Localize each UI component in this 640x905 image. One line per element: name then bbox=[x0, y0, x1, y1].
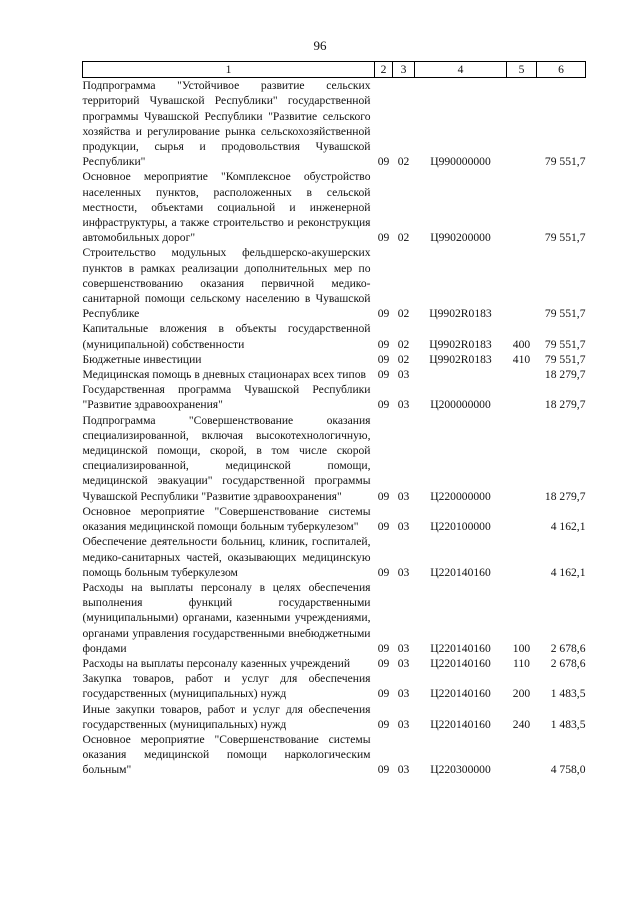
row-subsection-code: 02 bbox=[397, 307, 410, 321]
row-description: Строительство модульных фельдшерско-акушерских пунктов в рамках реализации дополнительных мер по совершенствованию оказания первичной медико-санитарной помощи сельскому населению в Чувашской Республике bbox=[82, 246, 371, 321]
row-section-code: 09 bbox=[377, 489, 390, 503]
row-section-code: 09 bbox=[377, 231, 390, 245]
row-subsection-code: 03 bbox=[397, 520, 410, 534]
row-section-code: 09 bbox=[377, 368, 390, 382]
row-amount: 1 483,5 bbox=[550, 687, 586, 701]
row-amount: 1 483,5 bbox=[550, 717, 586, 731]
table-row bbox=[83, 504, 586, 534]
row-section-code: 09 bbox=[377, 641, 390, 655]
table-row bbox=[83, 352, 586, 367]
col-header-1: 1 bbox=[83, 62, 375, 78]
row-subsection-code: 03 bbox=[397, 687, 410, 701]
row-expense-type-code bbox=[507, 382, 537, 412]
table-row bbox=[83, 732, 586, 778]
row-section-code: 09 bbox=[377, 307, 390, 321]
row-amount: 4 162,1 bbox=[550, 520, 586, 534]
row-description: Основное мероприятие "Комплексное обустройство населенных пунктов, расположенных в сельской местности, объектами социальной и инженерной инфраструктуры, а также строительство и реконструкция автомобильных дорог" bbox=[82, 170, 371, 245]
row-description: Бюджетные инвестиции bbox=[82, 352, 202, 366]
row-subsection-code: 03 bbox=[397, 717, 410, 731]
row-target-article-code: Ц9902R0183 bbox=[429, 337, 492, 351]
row-description: Подпрограмма "Устойчивое развитие сельских территорий Чувашской Республики" государственной программы Чувашской Республики "Развитие сельского хозяйства и регулирование рынка сельскохозяйственной продукции, сырья и продовольствия Чувашской Республики" bbox=[82, 79, 371, 169]
row-target-article-code: Ц220140160 bbox=[430, 656, 491, 670]
row-expense-type-code bbox=[507, 78, 537, 170]
row-subsection-code: 03 bbox=[397, 368, 410, 382]
row-expense-type-code bbox=[507, 367, 537, 382]
row-section-code: 09 bbox=[377, 337, 390, 351]
row-subsection-code: 03 bbox=[397, 398, 410, 412]
row-subsection-code: 02 bbox=[397, 337, 410, 351]
row-amount: 79 551,7 bbox=[544, 352, 586, 366]
table-row bbox=[83, 702, 586, 732]
row-description: Медицинская помощь в дневных стационарах всех типов bbox=[82, 368, 366, 382]
row-expense-type-code: 410 bbox=[512, 352, 531, 366]
table-row bbox=[83, 245, 586, 321]
col-header-3: 3 bbox=[393, 62, 415, 78]
row-amount: 2 678,6 bbox=[550, 641, 586, 655]
col-header-2: 2 bbox=[375, 62, 393, 78]
row-target-article-code: Ц220300000 bbox=[430, 763, 491, 777]
row-description: Основное мероприятие "Совершенствование системы оказания медицинской помощи больным туберкулезом" bbox=[82, 504, 371, 534]
row-target-article-code: Ц9902R0183 bbox=[429, 352, 492, 366]
row-amount: 79 551,7 bbox=[544, 231, 586, 245]
row-amount: 79 551,7 bbox=[544, 307, 586, 321]
row-amount: 4 758,0 bbox=[550, 763, 586, 777]
row-expense-type-code bbox=[507, 413, 537, 504]
row-target-article-code: Ц220140160 bbox=[430, 641, 491, 655]
row-subsection-code: 03 bbox=[397, 641, 410, 655]
row-description: Закупка товаров, работ и услуг для обеспечения государственных (муниципальных) нужд bbox=[82, 672, 371, 701]
row-amount: 4 162,1 bbox=[550, 565, 586, 579]
row-amount: 18 279,7 bbox=[544, 398, 586, 412]
row-section-code: 09 bbox=[377, 155, 390, 169]
col-header-6: 6 bbox=[537, 62, 586, 78]
row-section-code: 09 bbox=[377, 565, 390, 579]
col-header-4: 4 bbox=[415, 62, 507, 78]
row-expense-type-code: 110 bbox=[513, 656, 530, 670]
table-row bbox=[83, 413, 586, 504]
table-body bbox=[83, 78, 586, 778]
table-row bbox=[83, 169, 586, 245]
row-description: Основное мероприятие "Совершенствование системы оказания медицинской помощи наркологическим больным" bbox=[82, 732, 371, 777]
table-header-row bbox=[83, 62, 586, 78]
row-description: Обеспечение деятельности больниц, клиник, госпиталей, медико-санитарных частей, оказывающих медицинскую помощь больным туберкулезом bbox=[82, 535, 371, 579]
row-expense-type-code: 100 bbox=[512, 641, 531, 655]
row-description: Расходы на выплаты персоналу в целях обеспечения выполнения функций государственными (муниципальными) органами, казенными учреждениями, органами управления государственными внебюджетными фондами bbox=[82, 580, 371, 655]
row-section-code: 09 bbox=[377, 763, 390, 777]
row-section-code: 09 bbox=[377, 520, 390, 534]
row-expense-type-code bbox=[507, 169, 537, 245]
row-target-article-code: Ц220100000 bbox=[430, 520, 491, 534]
row-section-code: 09 bbox=[377, 687, 390, 701]
row-amount: 2 678,6 bbox=[550, 656, 586, 670]
row-subsection-code: 03 bbox=[397, 763, 410, 777]
row-expense-type-code bbox=[507, 504, 537, 534]
row-subsection-code: 02 bbox=[397, 155, 410, 169]
row-amount: 79 551,7 bbox=[544, 155, 586, 169]
row-target-article-code: Ц990200000 bbox=[430, 231, 491, 245]
table-row bbox=[83, 78, 586, 170]
row-target-article-code: Ц220000000 bbox=[430, 489, 491, 503]
row-section-code: 09 bbox=[377, 352, 390, 366]
page-number: 96 bbox=[313, 38, 327, 53]
row-expense-type-code: 400 bbox=[512, 337, 531, 351]
table-row bbox=[83, 580, 586, 656]
table-row bbox=[83, 656, 586, 671]
row-subsection-code: 03 bbox=[397, 489, 410, 503]
row-amount: 79 551,7 bbox=[544, 337, 586, 351]
row-subsection-code: 03 bbox=[397, 656, 410, 670]
table-row bbox=[83, 367, 586, 382]
row-description: Государственная программа Чувашской Республики "Развитие здравоохранения" bbox=[82, 383, 371, 412]
row-expense-type-code bbox=[507, 732, 537, 778]
row-target-article-code: Ц220140160 bbox=[430, 717, 491, 731]
row-target-article-code: Ц220140160 bbox=[430, 687, 491, 701]
row-description: Расходы на выплаты персоналу казенных учреждений bbox=[82, 656, 351, 670]
budget-table bbox=[82, 61, 586, 778]
row-subsection-code: 03 bbox=[397, 565, 410, 579]
row-section-code: 09 bbox=[377, 717, 390, 731]
table-row bbox=[83, 534, 586, 580]
row-expense-type-code: 200 bbox=[512, 687, 531, 701]
row-target-article-code: Ц990000000 bbox=[430, 155, 491, 169]
row-target-article-code: Ц200000000 bbox=[430, 398, 491, 412]
row-expense-type-code bbox=[507, 534, 537, 580]
row-expense-type-code bbox=[507, 245, 537, 321]
table-row bbox=[83, 382, 586, 412]
row-amount: 18 279,7 bbox=[544, 489, 586, 503]
row-section-code: 09 bbox=[377, 656, 390, 670]
row-target-article-code: Ц220140160 bbox=[430, 565, 491, 579]
row-description: Иные закупки товаров, работ и услуг для обеспечения государственных (муниципальных) нужд bbox=[82, 702, 371, 731]
row-description: Подпрограмма "Совершенствование оказания специализированной, включая высокотехнологичную, медицинской помощи, скорой, в том числе скорой специализированной, медицинской помощи, медицинской эвакуации" государственной программы Чувашской Республики "Развитие здравоохранения" bbox=[82, 413, 371, 503]
row-amount: 18 279,7 bbox=[544, 368, 586, 382]
row-section-code: 09 bbox=[377, 398, 390, 412]
row-target-article-code bbox=[415, 367, 507, 382]
col-header-5: 5 bbox=[507, 62, 537, 78]
table-row bbox=[83, 321, 586, 351]
row-expense-type-code: 240 bbox=[512, 717, 531, 731]
table-row bbox=[83, 671, 586, 701]
row-subsection-code: 02 bbox=[397, 231, 410, 245]
row-target-article-code: Ц9902R0183 bbox=[429, 307, 492, 321]
row-description: Капитальные вложения в объекты государственной (муниципальной) собственности bbox=[82, 322, 371, 351]
row-subsection-code: 02 bbox=[397, 352, 410, 366]
